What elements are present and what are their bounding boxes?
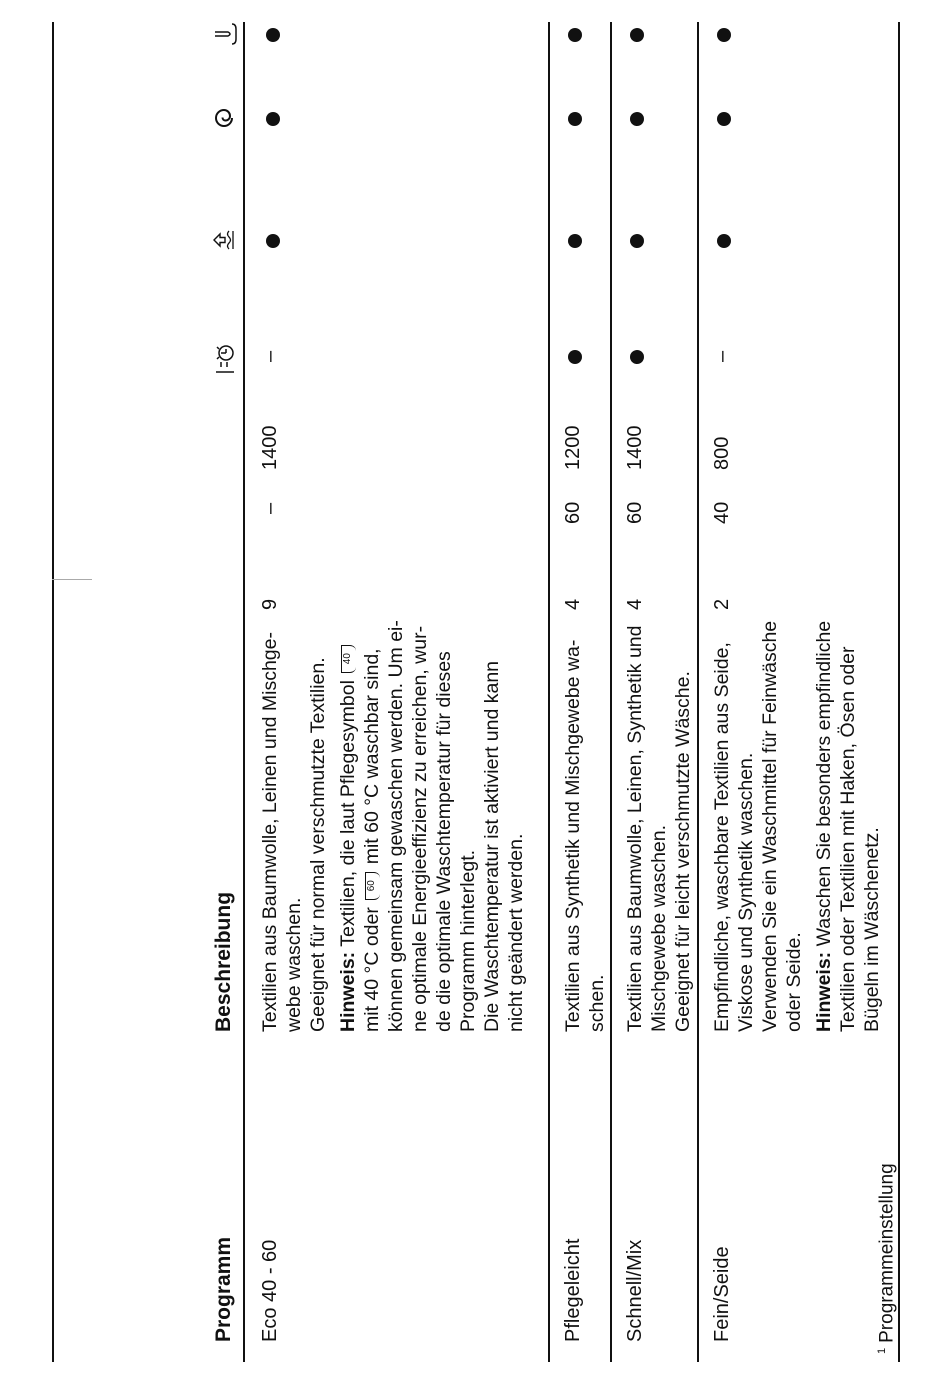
row-iron-dot [266,28,280,42]
row-temp: 60 [624,501,646,524]
footnote-text: Programmeinstellung [876,1163,898,1343]
row-timer: – [711,350,733,362]
header-program: Programm [212,1236,235,1342]
note-line: können gemeinsam gewaschen werden. Um ei- [385,620,407,1032]
note-line: de die optimale Waschtemperatur für dieses [433,651,455,1032]
row-temp: – [259,502,281,514]
row-spin-dot [568,112,582,126]
note-label: Hinweis: [337,951,359,1032]
row-load: 4 [624,598,646,610]
note-line [336,620,360,1032]
row-spin-dot [266,112,280,126]
spin-icon [212,106,241,130]
row-load: 9 [259,598,281,610]
row-load: 4 [562,598,584,610]
row-spin: 1200 [562,425,584,470]
description-line: oder Seide. [783,932,805,1032]
description-line: Mischgewebe waschen. [648,824,670,1032]
rule-header [243,22,245,1362]
row-spin: 1400 [624,425,646,470]
row-spin: 1400 [259,425,281,470]
note-line: ne optimale Energieeffizienz zu erreichen, wur- [409,625,431,1032]
row-description [623,626,695,1033]
rule-row-1 [548,22,550,1362]
row-description [710,621,884,1032]
description-line: Verwenden Sie ein Waschmittel für Feinwäsche [759,620,781,1032]
rule-footnote [898,22,900,1362]
description-line: Textilien aus Synthetik und Mischgewebe wa- [562,639,584,1032]
row-timer-dot [568,350,582,364]
note-text: mit 60 °C waschbar sind, [361,648,383,865]
description-line: schen. [586,974,608,1032]
rule-top [52,22,54,1362]
description-line: webe waschen. [283,897,305,1032]
row-rinse-dot [568,234,582,248]
rule-row-2 [610,22,612,1362]
row-description [258,620,528,1032]
row-program: Schnell/Mix [624,1239,646,1342]
timer-end-icon [212,344,243,374]
note-line: Die Waschtemperatur ist aktiviert und kann [481,660,503,1032]
col-sep-1 [52,579,92,580]
footnote [870,1163,899,1354]
note-text: Textilien, die laut Pflegesymbol [337,680,359,947]
row-spin: 800 [711,436,733,470]
note-line: Bügeln im Wäschenetz. [861,827,883,1032]
row-iron-dot [717,28,731,42]
note-text: Waschen Sie besonders empfindliche [813,620,835,947]
row-timer: – [259,350,281,362]
row-spin-dot [717,112,731,126]
row-rinse-dot [266,234,280,248]
rinse-plus-icon [212,228,241,252]
row-iron-dot [568,28,582,42]
note-line: nicht geändert werden. [505,833,527,1032]
row-program: Fein/Seide [711,1246,733,1342]
note-line: Programm hinterlegt. [457,849,479,1032]
description-line: Geeignet für normal verschmutzte Textilien. [307,657,329,1032]
wash-40-symbol: 40 [341,645,356,673]
description-line: Textilien aus Baumwolle, Leinen, Synthetik und [624,625,646,1032]
row-rinse-dot [630,234,644,248]
note-line: Textilien oder Textilien mit Haken, Ösen oder [837,646,859,1032]
row-program: Eco 40 - 60 [259,1239,281,1342]
header-description: Beschreibung [212,891,235,1032]
footnote-marker: 1 [876,1347,888,1354]
row-description [561,640,609,1032]
row-timer-dot [630,350,644,364]
row-load: 2 [711,598,733,610]
row-temp: 60 [562,501,584,524]
row-spin-dot [630,112,644,126]
note-text: mit 40 °C oder [361,907,383,1032]
row-iron-dot [630,28,644,42]
row-temp: 40 [711,501,733,524]
description-line: Geeignet für leicht verschmutzte Wäsche. [672,671,694,1032]
row-rinse-dot [717,234,731,248]
description-line: Empfindliche, waschbare Textilien aus Seide, [711,642,733,1032]
rule-row-3 [697,22,699,1362]
description-line: Viskose und Synthetik waschen. [735,752,757,1032]
row-program: Pflegeleicht [562,1238,584,1342]
wash-60-symbol: 60 [365,872,380,900]
iron-easy-icon [212,21,243,47]
description-line: Textilien aus Baumwolle, Leinen und Mischge- [259,632,281,1032]
note-line [812,621,836,1032]
note-line [360,620,384,1032]
note-label: Hinweis: [813,951,835,1032]
